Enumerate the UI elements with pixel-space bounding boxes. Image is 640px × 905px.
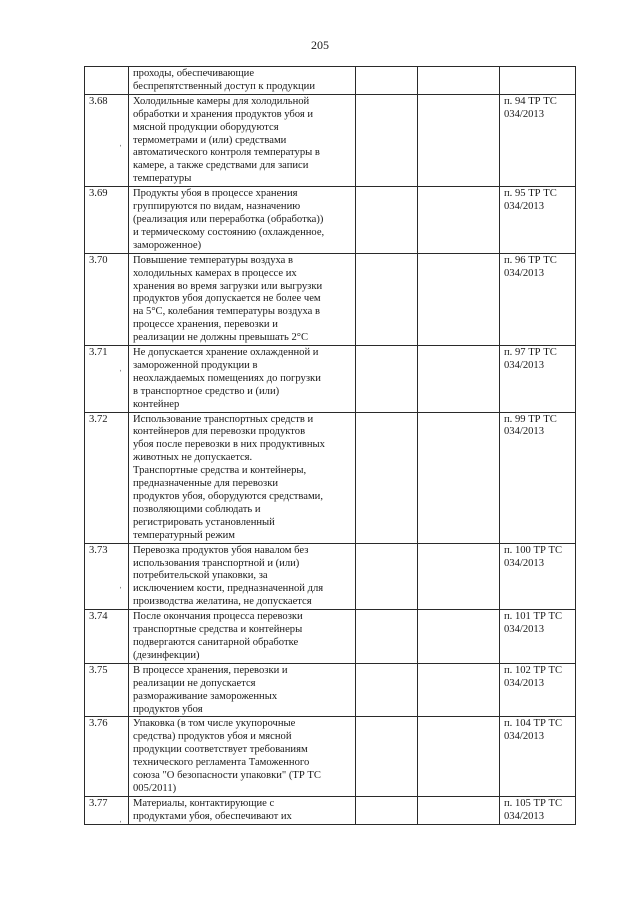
requirement-line: температурный режим xyxy=(133,529,236,541)
blank-cell-a xyxy=(356,663,418,717)
requirement-line: контейнеров для перевозки продуктов xyxy=(133,426,306,438)
blank-cell-b xyxy=(418,610,500,664)
blank-cell-a xyxy=(356,412,418,543)
requirement-line: Транспортные средства и контейнеры, xyxy=(133,465,307,477)
table-row xyxy=(85,187,576,254)
row-number-text: 3.72 xyxy=(89,413,108,425)
reference-line: п. 96 ТР ТС xyxy=(504,254,557,266)
requirement-line: животных не допускается. xyxy=(133,452,253,464)
requirement-line: предназначенные для перевозки xyxy=(133,478,279,490)
row-number-text: 3.68 xyxy=(89,95,108,107)
requirement-line: размораживание замороженных xyxy=(133,690,278,702)
pen-mark-icon: ˌ xyxy=(119,811,123,823)
page-number: 205 xyxy=(311,38,329,52)
reference-line: п. 104 ТР ТС xyxy=(504,718,563,730)
reference-cell xyxy=(500,253,576,345)
requirement-line: беспрепятственный доступ к продукции xyxy=(133,80,315,92)
requirement-line: продукции соответствует требованиям xyxy=(133,744,308,756)
row-number-text: 3.69 xyxy=(89,188,108,200)
requirement-line: подвергаются санитарной обработке xyxy=(133,636,299,648)
requirement-line: контейнер xyxy=(133,398,180,410)
row-number-text: 3.70 xyxy=(89,254,108,266)
requirement-line: продуктов убоя xyxy=(133,703,203,715)
row-number xyxy=(85,543,129,610)
reference-line: 034/2013 xyxy=(504,624,545,636)
row-number xyxy=(85,663,129,717)
requirement-line: мясной продукции оборудуются xyxy=(133,121,279,133)
blank-cell-a xyxy=(356,253,418,345)
requirement-line: Повышение температуры воздуха в xyxy=(133,254,294,266)
requirement-cell xyxy=(129,717,356,796)
blank-cell-b xyxy=(418,67,500,95)
requirement-cell xyxy=(129,187,356,254)
reference-cell xyxy=(500,543,576,610)
requirement-line: на 5°С, колебания температуры воздуха в xyxy=(133,306,321,318)
requirement-line: обработки и хранения продуктов убоя и xyxy=(133,108,314,120)
table-row xyxy=(85,663,576,717)
requirement-line: регистрировать установленный xyxy=(133,516,275,528)
reference-line: п. 101 ТР ТС xyxy=(504,611,563,623)
row-number-text: 3.75 xyxy=(89,664,108,676)
blank-cell-b xyxy=(418,543,500,610)
table-row xyxy=(85,67,576,95)
blank-cell-a xyxy=(356,543,418,610)
table-row xyxy=(85,253,576,345)
row-number xyxy=(85,67,129,95)
pen-mark-icon: ˌ xyxy=(119,360,123,372)
requirement-line: В процессе хранения, перевозки и xyxy=(133,664,288,676)
requirement-line: Холодильные камеры для холодильной xyxy=(133,95,310,107)
requirement-line: исключением кости, предназначенной для xyxy=(133,583,324,595)
checklist-table xyxy=(84,66,576,825)
row-number-text: 3.71 xyxy=(89,347,108,359)
requirement-line: Не допускается хранение охлажденной и xyxy=(133,347,319,359)
requirement-cell xyxy=(129,253,356,345)
requirement-line: продуктами убоя, обеспечивают их xyxy=(133,810,292,822)
row-number xyxy=(85,610,129,664)
reference-cell xyxy=(500,717,576,796)
requirement-line: транспортные средства и контейнеры xyxy=(133,624,303,636)
row-number-text: 3.74 xyxy=(89,611,108,623)
table-row xyxy=(85,796,576,824)
requirement-line: процессе хранения, перевозки и xyxy=(133,319,278,331)
requirement-line: 005/2011) xyxy=(133,782,177,794)
reference-line: п. 100 ТР ТС xyxy=(504,544,563,556)
requirement-cell xyxy=(129,67,356,95)
requirement-line: Перевозка продуктов убоя навалом без xyxy=(133,544,309,556)
requirement-cell xyxy=(129,663,356,717)
table-row xyxy=(85,717,576,796)
reference-line: 034/2013 xyxy=(504,267,545,279)
reference-cell xyxy=(500,67,576,95)
reference-line: п. 105 ТР ТС xyxy=(504,797,563,809)
blank-cell-b xyxy=(418,796,500,824)
requirement-cell xyxy=(129,94,356,186)
row-number xyxy=(85,187,129,254)
requirement-line: технического регламента Таможенного xyxy=(133,757,310,769)
requirement-cell xyxy=(129,412,356,543)
requirement-line: Продукты убоя в процессе хранения xyxy=(133,188,298,200)
blank-cell-a xyxy=(356,187,418,254)
reference-line: 034/2013 xyxy=(504,731,545,743)
reference-line: 034/2013 xyxy=(504,108,545,120)
requirement-line: замороженное) xyxy=(133,239,202,251)
requirement-cell xyxy=(129,610,356,664)
requirement-line: проходы, обеспечивающие xyxy=(133,68,255,79)
row-number xyxy=(85,796,129,824)
reference-cell xyxy=(500,346,576,413)
blank-cell-b xyxy=(418,346,500,413)
blank-cell-b xyxy=(418,187,500,254)
blank-cell-a xyxy=(356,67,418,95)
table-row xyxy=(85,610,576,664)
requirement-line: автоматического контроля температуры в xyxy=(133,147,320,159)
requirement-line: замороженной продукции в xyxy=(133,359,258,371)
reference-line: 034/2013 xyxy=(504,557,545,569)
blank-cell-b xyxy=(418,94,500,186)
requirement-line: температуры xyxy=(133,173,192,185)
reference-line: 034/2013 xyxy=(504,810,545,822)
table-row xyxy=(85,94,576,186)
blank-cell-a xyxy=(356,610,418,664)
table-row xyxy=(85,346,576,413)
requirement-line: термометрами и (или) средствами xyxy=(133,134,287,146)
requirement-line: реализации не допускается xyxy=(133,677,256,689)
row-number xyxy=(85,253,129,345)
reference-line: п. 97 ТР ТС xyxy=(504,347,557,359)
reference-line: п. 99 ТР ТС xyxy=(504,413,557,425)
row-number xyxy=(85,717,129,796)
reference-cell xyxy=(500,663,576,717)
requirement-line: Упаковка (в том числе укупорочные xyxy=(133,718,296,730)
blank-cell-b xyxy=(418,717,500,796)
pen-mark-icon: ˌ xyxy=(119,577,123,589)
table-row xyxy=(85,543,576,610)
requirement-line: хранения во время загрузки или выгрузки xyxy=(133,280,323,292)
row-number-text: 3.76 xyxy=(89,718,108,730)
row-number-text: 3.77 xyxy=(89,797,108,809)
requirement-line: убоя после перевозки в них продуктивных xyxy=(133,439,325,451)
blank-cell-b xyxy=(418,253,500,345)
blank-cell-b xyxy=(418,412,500,543)
requirement-cell xyxy=(129,543,356,610)
reference-cell xyxy=(500,610,576,664)
reference-cell xyxy=(500,187,576,254)
reference-line: п. 95 ТР ТС xyxy=(504,188,557,200)
row-number xyxy=(85,346,129,413)
requirement-line: и термическому состоянию (охлажденное, xyxy=(133,226,325,238)
requirement-line: Материалы, контактирующие с xyxy=(133,797,275,809)
row-number xyxy=(85,412,129,543)
requirement-line: продуктов убоя, оборудуются средствами, xyxy=(133,491,323,502)
requirement-line: холодильных камерах в процессе их xyxy=(133,267,297,279)
pen-mark-icon: ˌ xyxy=(119,135,123,147)
requirement-line: группируются по видам, назначению xyxy=(133,201,301,213)
reference-line: 034/2013 xyxy=(504,359,545,371)
row-number xyxy=(85,94,129,186)
requirement-line: производства желатина, не допускается xyxy=(133,596,312,608)
requirement-line: неохлаждаемых помещениях до погрузки xyxy=(133,372,321,384)
requirement-line: позволяющими соблюдать и xyxy=(133,503,261,515)
requirement-line: (дезинфекции) xyxy=(133,649,200,661)
requirement-line: использования транспортной и (или) xyxy=(133,557,300,569)
reference-line: 034/2013 xyxy=(504,201,545,213)
requirement-cell xyxy=(129,346,356,413)
requirement-line: союза "О безопасности упаковки" (ТР ТС xyxy=(133,770,321,782)
reference-cell xyxy=(500,94,576,186)
blank-cell-a xyxy=(356,94,418,186)
requirement-line: камере, а также средствами для записи xyxy=(133,160,309,172)
table-row xyxy=(85,412,576,543)
requirement-line: потребительской упаковки, за xyxy=(133,570,268,582)
reference-line: 034/2013 xyxy=(504,677,545,689)
row-number-text: 3.73 xyxy=(89,544,108,556)
blank-cell-a xyxy=(356,717,418,796)
blank-cell-a xyxy=(356,346,418,413)
requirement-line: (реализация или переработка (обработка)) xyxy=(133,213,324,225)
reference-cell xyxy=(500,796,576,824)
blank-cell-b xyxy=(418,663,500,717)
requirement-line: средства) продуктов убоя и мясной xyxy=(133,731,292,743)
table-body xyxy=(85,67,576,825)
requirement-cell xyxy=(129,796,356,824)
reference-line: 034/2013 xyxy=(504,426,545,438)
reference-line: п. 94 ТР ТС xyxy=(504,95,557,107)
reference-cell xyxy=(500,412,576,543)
requirement-line: в транспортное средство и (или) xyxy=(133,385,280,397)
blank-cell-a xyxy=(356,796,418,824)
reference-line: п. 102 ТР ТС xyxy=(504,664,563,676)
requirement-line: После окончания процесса перевозки xyxy=(133,611,303,623)
requirement-line: Использование транспортных средств и xyxy=(133,413,314,425)
requirement-line: продуктов убоя допускается не более чем xyxy=(133,293,321,305)
requirement-line: реализации не должны превышать 2°С xyxy=(133,332,309,344)
